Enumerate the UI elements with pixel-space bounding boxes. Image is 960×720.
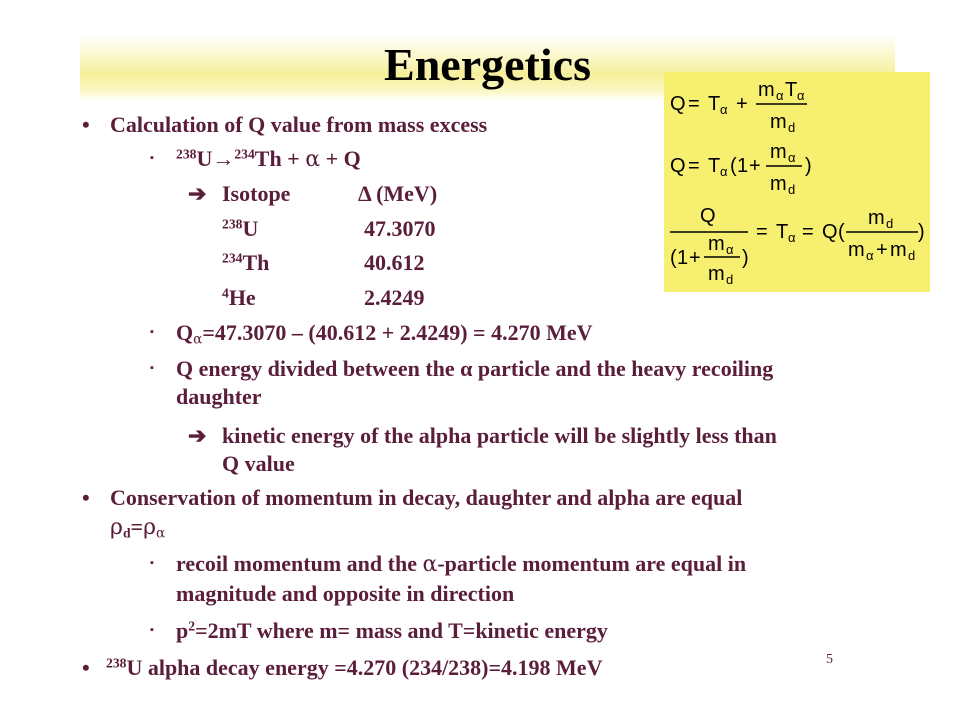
bullet-dot: • bbox=[82, 485, 90, 510]
equation-2 bbox=[670, 141, 812, 197]
eq3-t: T bbox=[776, 221, 789, 243]
eq1-t: T bbox=[708, 93, 721, 115]
bullet-dot: • bbox=[82, 655, 90, 680]
eq3-md-den: m bbox=[890, 239, 907, 261]
eq3-lparen2: ( bbox=[838, 221, 845, 243]
table-header-delta: Δ (MeV) bbox=[358, 181, 438, 206]
square-bullet: ▪ bbox=[150, 362, 154, 374]
decay-mass: 238 bbox=[106, 655, 127, 671]
eq2-one: 1 bbox=[737, 155, 749, 177]
q-alpha-line bbox=[176, 320, 593, 346]
eq3-rparen: ) bbox=[742, 247, 749, 269]
decay-text: U alpha decay energy =4.270 (234/238)=4.198 MeV bbox=[126, 655, 603, 680]
isotope-mass: 4 bbox=[222, 285, 229, 301]
eq3-lparen: ( bbox=[670, 247, 677, 269]
rho-d: ρ bbox=[110, 515, 123, 540]
eq2-lparen: ( bbox=[730, 155, 737, 177]
page-number: 5 bbox=[826, 652, 833, 667]
table-row-isotope bbox=[222, 285, 256, 311]
rho-line bbox=[110, 514, 165, 540]
eq1-equals: = bbox=[688, 93, 700, 115]
eq3-one: 1 bbox=[677, 247, 689, 269]
eq2-equals: = bbox=[688, 155, 700, 177]
eq3-m-den-sub: d bbox=[726, 272, 734, 287]
eq2-t: T bbox=[708, 155, 721, 177]
page-title: Energetics bbox=[384, 39, 591, 90]
reaction-arrow: → bbox=[212, 146, 235, 171]
isotope-element: He bbox=[228, 285, 256, 310]
arrow-bullet-icon: ➔ bbox=[188, 181, 207, 206]
eq3-md-num-sub: d bbox=[886, 216, 894, 231]
p2-rest: =2mT where m= mass and T=kinetic energy bbox=[195, 618, 608, 643]
reaction-rest: + Q bbox=[320, 146, 361, 171]
q-calculation: =47.3070 – (40.612 + 2.4249) = 4.270 MeV bbox=[202, 320, 593, 345]
eq2-q: Q bbox=[670, 155, 686, 177]
table-row-value: 2.4249 bbox=[364, 285, 425, 310]
eq1-t-num: T bbox=[785, 79, 798, 101]
eq3-plus: + bbox=[689, 247, 701, 269]
eq3-m-den: m bbox=[708, 263, 725, 285]
p-symbol: p bbox=[176, 618, 189, 643]
eq3-ma-den: m bbox=[848, 239, 865, 261]
rho-d-sub: d bbox=[122, 525, 131, 541]
table-row-value: 47.3070 bbox=[364, 216, 436, 241]
q-alpha-sub: α bbox=[193, 331, 203, 348]
eq2-m-num-sub: α bbox=[788, 150, 796, 165]
eq1-m-num-sub: α bbox=[776, 88, 784, 103]
eq2-m-den: m bbox=[770, 173, 787, 195]
kinetic-line-2: Q value bbox=[222, 451, 295, 476]
eq3-md-num: m bbox=[868, 207, 885, 229]
recoil-part2: -particle momentum are equal in bbox=[437, 551, 747, 576]
recoil-line-1 bbox=[176, 551, 746, 577]
isotope-element: Th bbox=[242, 250, 270, 275]
isotope-mass: 238 bbox=[222, 216, 243, 232]
reaction-th: Th + bbox=[254, 146, 306, 171]
eq1-q: Q bbox=[670, 93, 686, 115]
isotope-mass: 234 bbox=[222, 250, 243, 266]
recoil-line-2: magnitude and opposite in direction bbox=[176, 581, 515, 606]
recoil-part1: recoil momentum and the bbox=[176, 551, 423, 576]
eq1-m-num: m bbox=[758, 79, 775, 101]
square-bullet: ▪ bbox=[150, 624, 154, 636]
eq3-plus2: + bbox=[876, 239, 888, 261]
bullet-calc-q: Calculation of Q value from mass excess bbox=[110, 112, 488, 137]
eq2-t-sub: α bbox=[720, 164, 728, 179]
recoil-alpha: α bbox=[422, 552, 438, 577]
q-symbol: Q bbox=[176, 320, 194, 345]
arrow-bullet-icon: ➔ bbox=[188, 423, 207, 448]
reaction-line bbox=[176, 146, 361, 172]
eq3-rparen2: ) bbox=[918, 221, 925, 243]
eq1-t-num-sub: α bbox=[797, 88, 805, 103]
eq2-m-num: m bbox=[770, 141, 787, 163]
equation-box bbox=[664, 72, 930, 292]
reaction-mass-th: 234 bbox=[234, 146, 255, 162]
p-sup: 2 bbox=[188, 618, 196, 634]
eq2-rparen: ) bbox=[805, 155, 812, 177]
eq3-q-num: Q bbox=[700, 205, 716, 227]
reaction-u: U bbox=[196, 146, 213, 171]
eq3-q: Q bbox=[822, 221, 838, 243]
eq3-equals-1: = bbox=[756, 221, 768, 243]
rho-alpha-sub: α bbox=[156, 525, 166, 542]
bullet-dot: • bbox=[82, 112, 90, 137]
rho-equals: = bbox=[130, 514, 144, 539]
kinetic-line-1: kinetic energy of the alpha particle will be slightly less than bbox=[222, 423, 777, 448]
eq1-m-den-sub: d bbox=[788, 120, 796, 135]
bullet-decay-energy bbox=[106, 655, 602, 681]
eq3-m-num-sub: α bbox=[726, 242, 734, 257]
eq1-plus: + bbox=[736, 93, 748, 115]
p2-line bbox=[176, 618, 608, 644]
eq3-t-sub: α bbox=[788, 230, 796, 245]
equation-3 bbox=[670, 205, 925, 287]
table-row-isotope bbox=[222, 250, 269, 276]
bullet-conservation: Conservation of momentum in decay, daughter and alpha are equal bbox=[110, 485, 743, 510]
eq1-t-sub: α bbox=[720, 102, 728, 117]
eq2-m-den-sub: d bbox=[788, 182, 796, 197]
rho-alpha: ρ bbox=[143, 515, 156, 540]
table-header-isotope: Isotope bbox=[222, 181, 291, 206]
eq3-m-num: m bbox=[708, 233, 725, 255]
eq2-plus: + bbox=[749, 155, 761, 177]
reaction-alpha: α bbox=[305, 147, 321, 172]
isotope-element: U bbox=[242, 216, 259, 241]
table-row-value: 40.612 bbox=[364, 250, 425, 275]
square-bullet: ▪ bbox=[150, 557, 154, 569]
q-energy-line-1: Q energy divided between the α particle and the heavy recoiling bbox=[176, 356, 774, 381]
eq3-equals-2: = bbox=[802, 221, 814, 243]
q-energy-line-2: daughter bbox=[176, 384, 262, 409]
eq3-md-den-sub: d bbox=[908, 248, 916, 263]
square-bullet: ▪ bbox=[150, 152, 154, 164]
eq1-m-den: m bbox=[770, 111, 787, 133]
square-bullet: ▪ bbox=[150, 326, 154, 338]
reaction-mass-u: 238 bbox=[176, 146, 197, 162]
equations-svg bbox=[664, 72, 930, 292]
table-row-isotope bbox=[222, 216, 258, 242]
eq3-ma-den-sub: α bbox=[866, 248, 874, 263]
equation-1 bbox=[670, 79, 807, 135]
